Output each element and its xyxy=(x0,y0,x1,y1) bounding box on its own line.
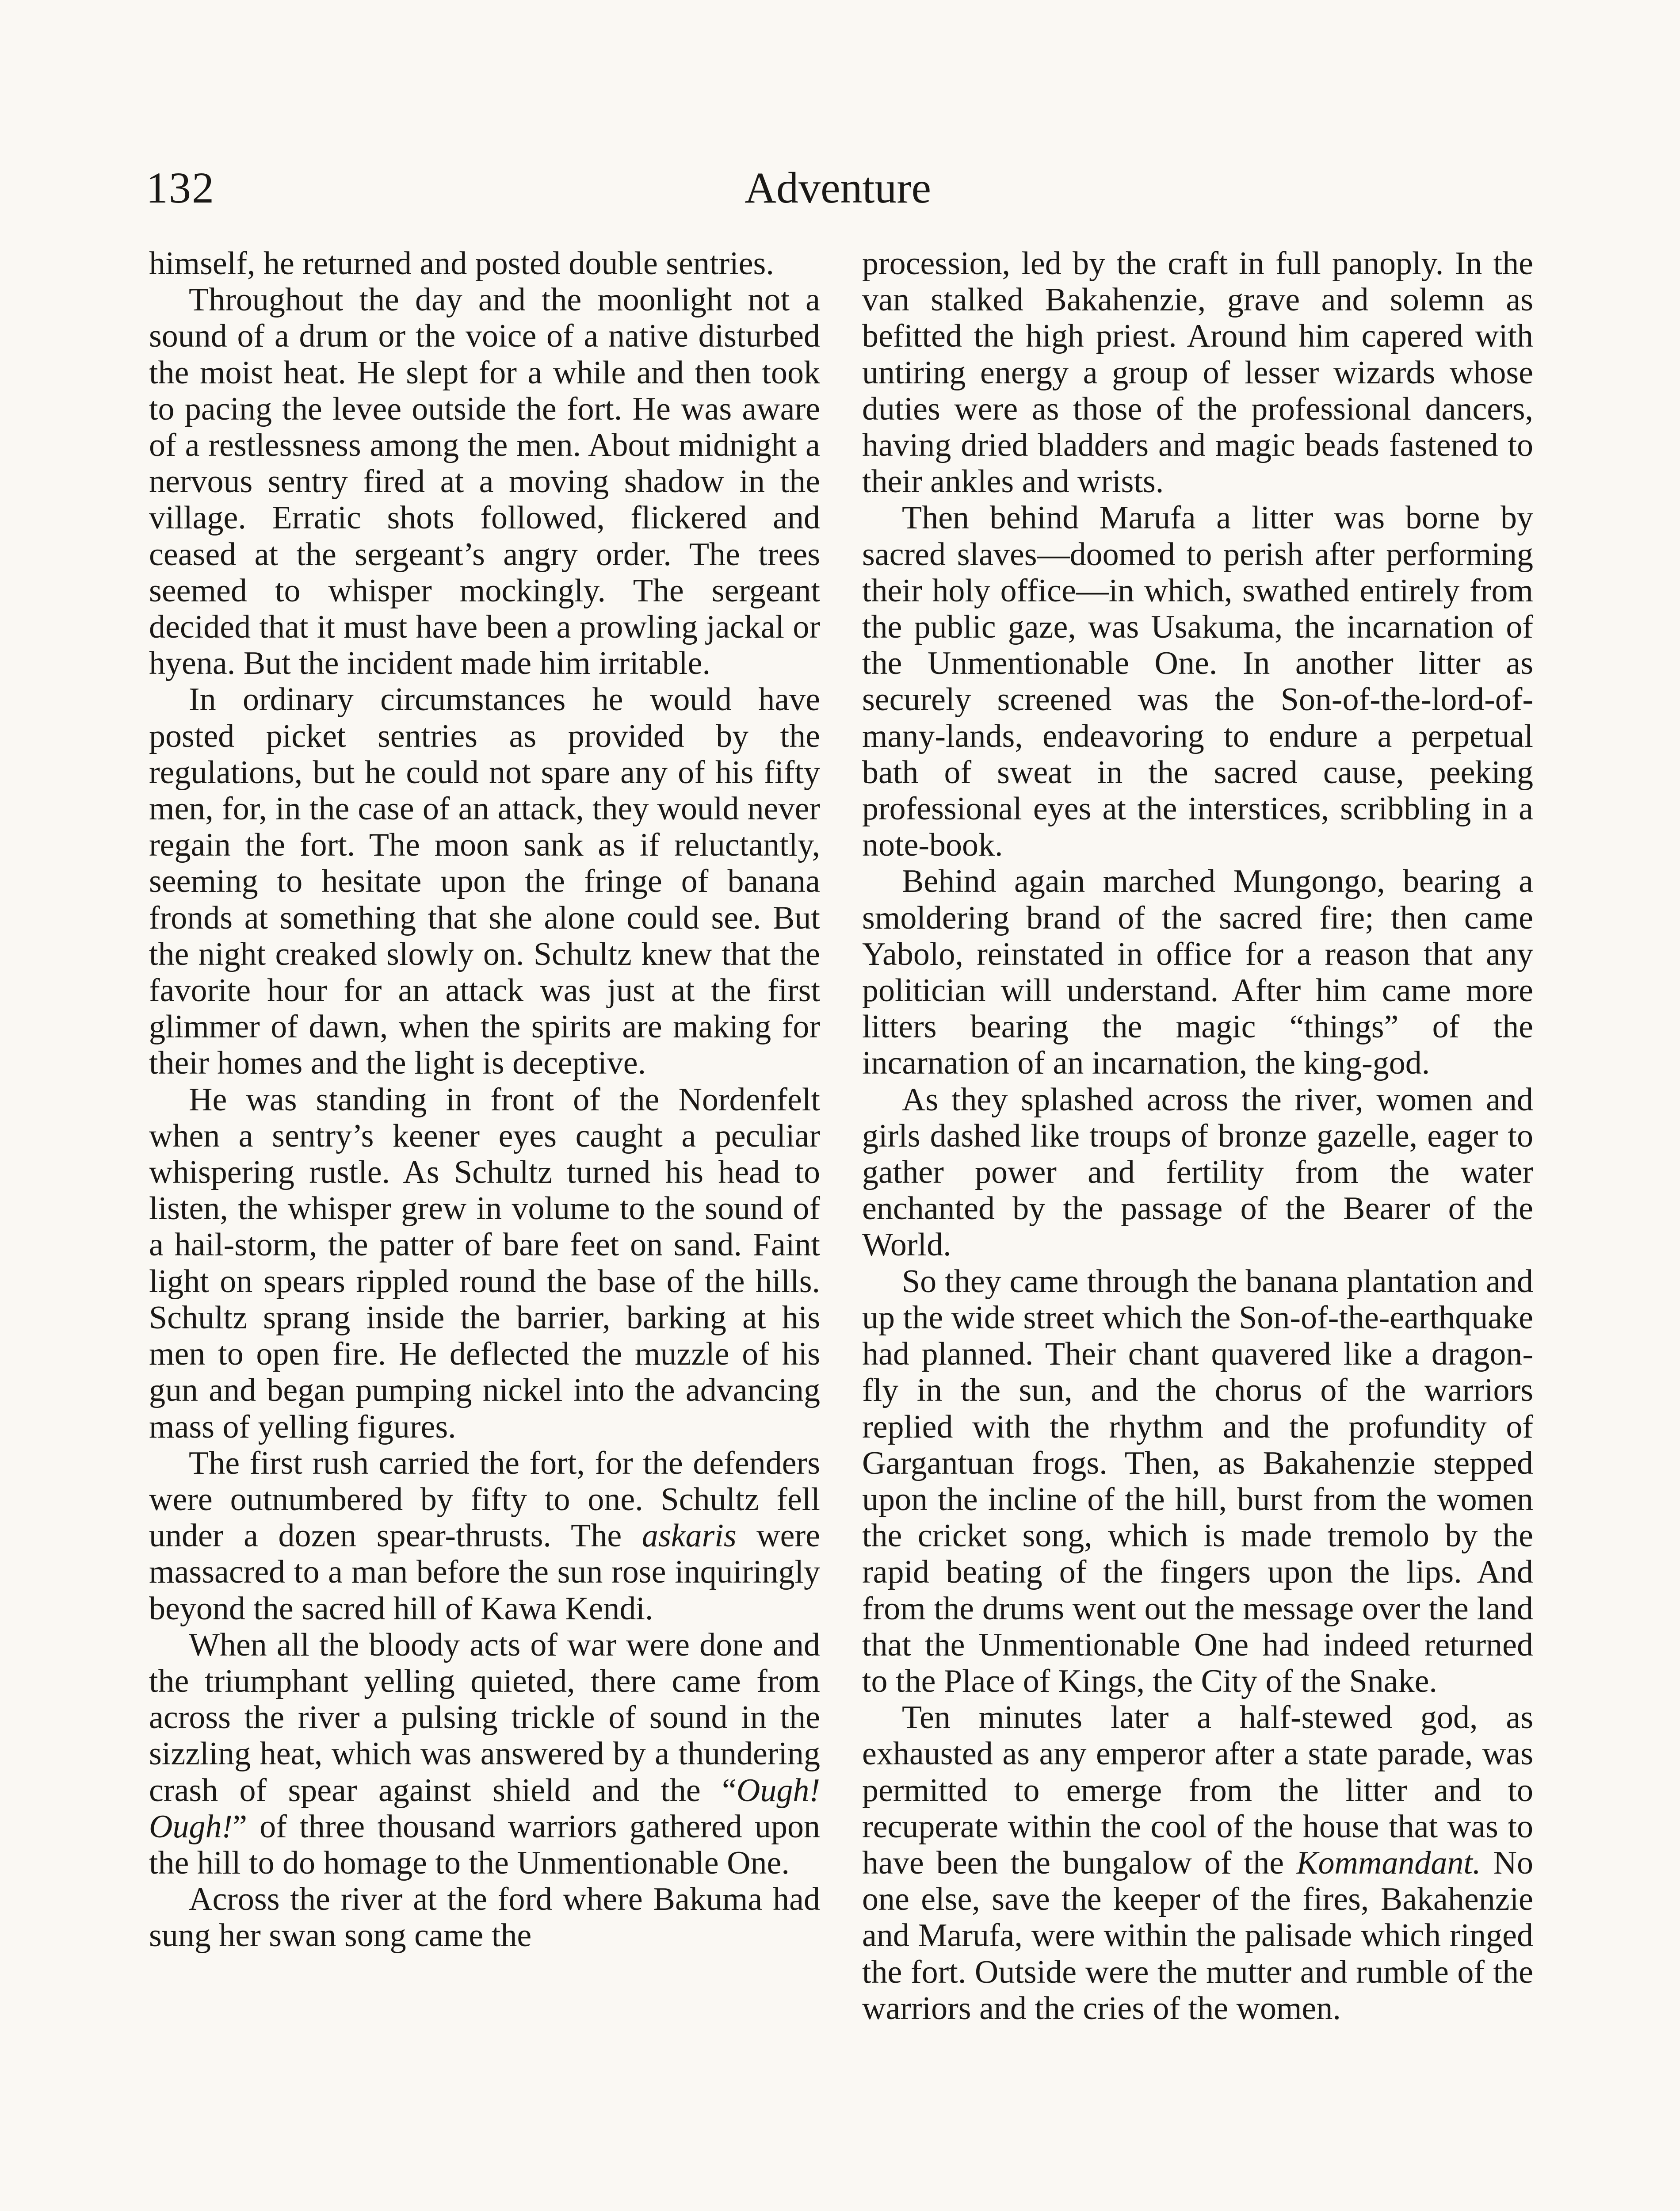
paragraph xyxy=(862,500,1533,863)
italic-text: askaris xyxy=(641,1518,737,1554)
page-number: 132 xyxy=(146,163,215,212)
text-run: He was standing in front of the Nordenfelt when a sentry’s keener eyes caught a peculiar whispering rustle. As Schultz turned his head to listen, the whisper grew in volume to the sound of a hail-storm, the patter of bare feet on sand. Faint light on spears rippled round the base of the hills. Schultz sprang inside the barrier, barking at his men to open fire. He deflected the muzzle of his gun and began pumping nickel into the advancing mass of yelling figures. xyxy=(149,1081,820,1445)
text-run: himself, he returned and posted double sentries. xyxy=(149,245,774,282)
paragraph xyxy=(149,1445,820,1627)
text-run: Throughout the day and the moonlight not a sound of a drum or the voice of a native disturbed the moist heat. He slept for a while and then took to pacing the levee outside the fort. He was aware of a restlessness among the men. About midnight a nervous sentry fired at a moving shadow in the village. Erratic shots followed, flickered and ceased at the sergeant’s angry order. The trees seemed to whisper mockingly. The sergeant decided that it must have been a prowling jackal or hyena. But the incident made him irritable. xyxy=(149,282,820,682)
text-run: No one else, save the keeper of the fires, Bakahenzie and Marufa, were within the palisade which ringed the fort. Outside were the mutter and rumble of the warriors and the cries of the women. xyxy=(862,1844,1533,2027)
text-run: were massacred to a man before the sun rose inquiringly beyond the sacred hill of Kawa Kendi. xyxy=(149,1518,820,1627)
right-text-column xyxy=(862,245,1533,2027)
paragraph xyxy=(149,1881,820,1954)
text-run: When all the bloody acts of war were done and the triumphant yelling quieted, there came from across the river a pulsing trickle of sound in the sizzling heat, which was answered by a thundering crash of spear against shield and the “ xyxy=(149,1626,820,1809)
paragraph xyxy=(862,1082,1533,1263)
text-run: In ordinary circumstances he would have posted picket sentries as provided by the regulations, but he could not spare any of his fifty men, for, in the case of an attack, they would never regain the fort. The moon sank as if reluctantly, seeming to hesitate upon the fringe of banana fronds at something that she alone could see. But the night creaked slowly on. Schultz knew that the favorite hour for an attack was just at the first glimmer of dawn, when the spirits are making for their homes and the light is deceptive. xyxy=(149,681,820,1082)
text-run: ” of three thousand warriors gathered upon the hill to do homage to the Unmentionable One. xyxy=(149,1808,820,1881)
text-run: Behind again marched Mungongo, bearing a smoldering brand of the sacred fire; then came Yabolo, reinstated in office for a reason that any politician will understand. After him came more litters bearing the magic “things” of the incarnation of an incarnation, the king-god. xyxy=(862,863,1533,1082)
paragraph xyxy=(149,1627,820,1881)
paragraph xyxy=(149,1082,820,1445)
paragraph xyxy=(149,245,820,282)
running-head-title: Adventure xyxy=(744,163,932,212)
text-run: Ten minutes later a half-stewed god, as exhausted as any emperor after a state parade, was permitted to emerge from the litter and to recuperate within the cool of the house that was to have been the bungalow of the xyxy=(862,1699,1533,1881)
text-run: procession, led by the craft in full panoply. In the van stalked Bakahenzie, grave and solemn as befitted the high priest. Around him capered with untiring energy a group of lesser wizards whose duties were as those of the professional dancers, having dried bladders and magic beads fastened to their ankles and wrists. xyxy=(862,245,1533,500)
paragraph xyxy=(862,1699,1533,2027)
paragraph xyxy=(862,1263,1533,1699)
paragraph xyxy=(149,282,820,681)
text-run: As they splashed across the river, women and girls dashed like troups of bronze gazelle, eager to gather power and fertility from the water enchanted by the passage of the Bearer of the World. xyxy=(862,1081,1533,1263)
text-run: The first rush carried the fort, for the defenders were outnumbered by fifty to one. Schultz fell under a dozen spear-thrusts. The xyxy=(149,1445,820,1554)
paragraph xyxy=(862,863,1533,1081)
italic-text: Ough! Ough! xyxy=(149,1772,820,1845)
text-run: So they came through the banana plantation and up the wide street which the Son-of-the-earthquake had planned. Their chant quavered like a dragon-fly in the sun, and the chorus of the warriors replied with the rhythm and the profundity of Gargantuan frogs. Then, as Bakahenzie stepped upon the incline of the hill, burst from the women the cricket song, which is made tremolo by the rapid beating of the fingers upon the lips. And from the drums went out the message over the land that the Unmentionable One had indeed returned to the Place of Kings, the City of the Snake. xyxy=(862,1263,1533,1699)
italic-text: Kommandant. xyxy=(1296,1844,1481,1881)
page-header xyxy=(146,155,1530,221)
paragraph xyxy=(149,681,820,1081)
text-run: Across the river at the ford where Bakuma had sung her swan song came the xyxy=(149,1881,820,1954)
text-run: Then behind Marufa a litter was borne by sacred slaves—doomed to perish after performing their holy office—in which, swathed entirely from the public gaze, was Usakuma, the incarnation of the Unmentionable One. In another litter as securely screened was the Son-of-the-lord-of-many-lands, endeavoring to endure a perpetual bath of sweat in the sacred cause, peeking professional eyes at the interstices, scribbling in a note-book. xyxy=(862,500,1533,864)
paragraph xyxy=(862,245,1533,500)
left-text-column xyxy=(149,245,820,1954)
